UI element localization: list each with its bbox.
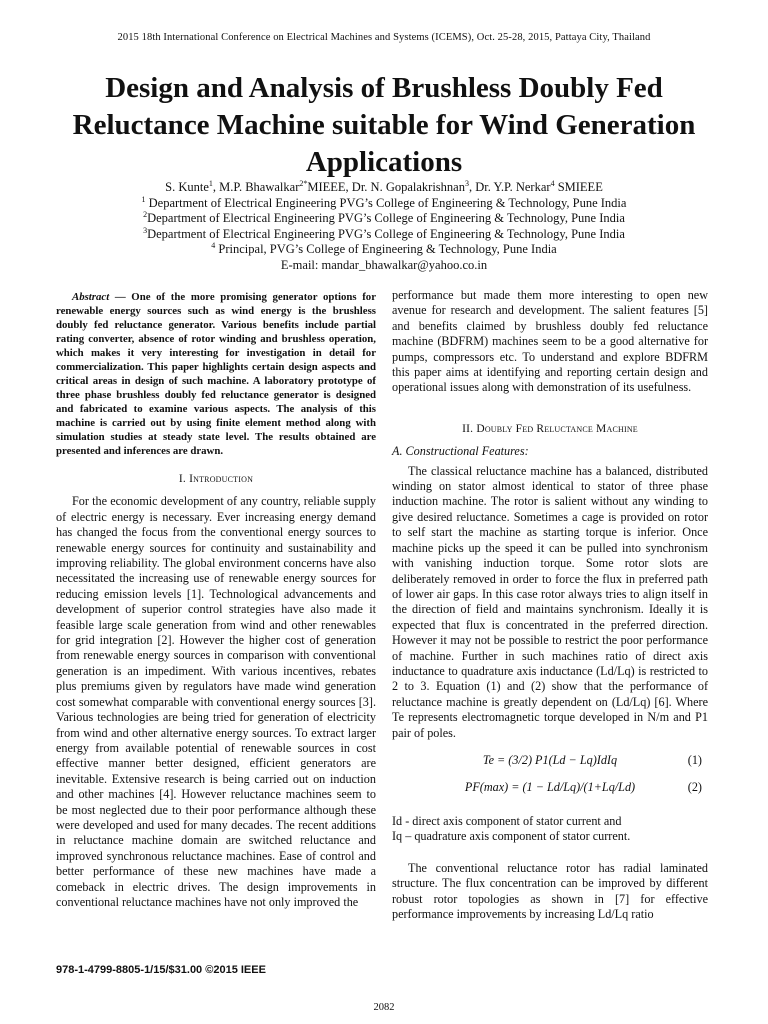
- definition-iq: Iq – quadrature axis component of stator current.: [392, 829, 631, 844]
- conference-header: 2015 18th International Conference on Electrical Machines and Systems (ICEMS), Oct. 25-28, 2015, Pattaya City, Thailand: [117, 32, 651, 43]
- author-email: E-mail: mandar_bhawalkar@yahoo.co.in: [280, 257, 488, 272]
- author-block: [0, 180, 768, 274]
- author-2-sup: 2*: [299, 178, 308, 188]
- section-1-heading: [56, 472, 376, 487]
- page-number: 2082: [373, 1002, 395, 1013]
- introduction-continued: performance but made them more interesting to open new avenue for research and development. The salient features [5] and benefits claimed by brushless doubly fed reluctance machine (BDFRM) machines seem to be a good alternative for pumps, compressors etc. To understand and explore BDFRM this paper aims at identifying and reporting certain design and operational issues along with demonstration of its usefulness.: [392, 288, 708, 395]
- affiliation-4-text: Principal, PVG’s College of Engineering & Technology, Pune India: [215, 242, 557, 257]
- section-1-title: Introduction: [189, 473, 254, 485]
- affiliation-1-sup: 1: [141, 194, 146, 204]
- affiliation-3-sup: 3: [143, 225, 148, 235]
- paper-title: Design and Analysis of Brushless Doubly Fed Reluctance Machine suitable for Wind Generation Applications: [72, 72, 696, 178]
- affiliation-2: [0, 211, 768, 227]
- equation-1-expression: Te = (3/2) P1(Ld − Lq)IdIq: [482, 752, 618, 767]
- author-2-grade: MIEEE, Dr. N. Gopalakrishnan: [307, 180, 465, 194]
- affiliation-3-text: Department of Electrical Engineering PVG’s College of Engineering & Technology, Pune India: [147, 226, 625, 241]
- author-1-sup: 1: [208, 178, 213, 188]
- symbol-definitions: [392, 814, 708, 845]
- affiliation-3: [0, 227, 768, 243]
- affiliation-1: [0, 196, 768, 212]
- author-3-sup: 3: [464, 178, 469, 188]
- affiliation-2-text: Department of Electrical Engineering PVG’s College of Engineering & Technology, Pune India: [147, 211, 625, 226]
- abstract-label: Abstract: [72, 291, 110, 303]
- left-column: [56, 290, 376, 910]
- affiliation-4-sup: 4: [211, 241, 216, 251]
- equation-2-number: (2): [687, 779, 702, 794]
- affiliation-1-text: Department of Electrical Engineering PVG’s College of Engineering & Technology, Pune India: [145, 195, 627, 210]
- equation-1-number: (1): [687, 752, 702, 767]
- equation-2-expression: PF(max) = (1 − Ld/Lq)/(1+Lq/Ld): [464, 779, 636, 794]
- rotor-structure-body: The conventional reluctance rotor has radial laminated structure. The flux concentration can be improved by different robust rotor topologies as shown in [7] for effective performance improvements by increasing Ld/Lq ratio: [392, 860, 708, 921]
- section-1-number: I.: [178, 473, 186, 485]
- affiliation-2-sup: 2: [143, 210, 148, 220]
- author-1-name: S. Kunte: [165, 180, 209, 194]
- definition-id: Id - direct axis component of stator current and: [392, 813, 622, 828]
- abstract: [56, 290, 376, 458]
- section-2-heading: [392, 422, 708, 437]
- abstract-text: — One of the more promising generator options for renewable energy sources such as wind energy is the brushless doubly fed reluctance generator. Various benefits include partial rating converter, absence of rotor winding and brushless operation, which makes it very interesting for investigation in detail for commercialization. This paper highlights certain design aspects and critical areas in design of such machine. A laboratory prototype of three phase brushless doubly fed reluctance generator is designed and fabricated to examine various aspects. The analysis of this machine is carried out by using finite element method along with simulation studies at steady state level. The results obtained are presented and inferences are drawn.: [56, 291, 376, 457]
- author-2-name: , M.P. Bhawalkar: [212, 180, 300, 194]
- author-4-sup: 4: [550, 178, 555, 188]
- subsection-a-heading: A. Constructional Features:: [392, 444, 529, 459]
- author-names: [0, 180, 768, 196]
- equation-1: [392, 753, 708, 775]
- author-4-grade: SMIEEE: [554, 180, 603, 194]
- isbn-copyright: 978-1-4799-8805-1/15/$31.00 ©2015 IEEE: [56, 964, 266, 976]
- affiliation-4: [0, 242, 768, 258]
- section-2-title: Doubly Fed Reluctance Machine: [476, 422, 638, 435]
- section-2-number: II.: [462, 422, 474, 435]
- introduction-body: For the economic development of any country, reliable supply of electric energy is necessary. Ever increasing energy demand has changed the focus from the conventional energy sources to renewable energy sources for continuity and sustainability and improving reliability. The global environment concerns have also necessitated the increasing use of renewable energy sources for reducing emission levels [1]. Technological advancements and development of superior control strategies have also made it feasible large scale generation from wind and other renewables for grid integration [2]. However the higher cost of generation from renewable energy sources in comparison with conventional generation is an impediment. With various incentives, rebates plus premiums given by regulators have made wind generation cost somewhat comparable with conventional energy sources [3]. Various technologies are being tried for generation of electricity from wind and other alternative energy sources. To extract larger energy from available potential of renewable sources in cost effective manner better designed, efficient generators are inevitable. Extensive research is being carried out on induction and other machines [4]. However reluctance machines seem to be most neglected due to their poor performance although these were developed and used for many decades. The recent additions in reluctance machine domain are switched reluctance and improved synchronous reluctance machines. Ease of control and better performance of these new machines have made a comeback in electric drives. The design improvements in conventional reluctance machines have not only improved the: [56, 494, 376, 909]
- right-column: [392, 288, 708, 922]
- constructional-features-body: The classical reluctance machine has a balanced, distributed winding on stator almost identical to stator of three phase induction machine. The rotor is salient without any winding to give desired reluctance. Sometimes a cage is provided on rotor to self start the machine as starting torque is inferior. Once machine picks up the speed it can be pulled into synchronism with vanishing induction torque. Some rotor slots are deliberately removed in order to force the flux in preferred path of lower air gaps. In this case rotor always tries to align itself in the direction of field and maintains synchronism. Ideally it is expected that flux is concentrated in the preferred direction. However it may not be possible to restrict the poor performance of machine. Further in such machines ratio of direct axis inductance to quadrature axis inductance (Ld/Lq) is restricted to 2 to 3. Equation (1) and (2) show that the performance of reluctance machine is greatly dependent on (Ld/Lq) [6]. Where Te represents electromagnetic torque developed in N/m and P1 pair of poles.: [392, 463, 708, 740]
- equation-2: [392, 780, 708, 802]
- author-4-name: , Dr. Y.P. Nerkar: [468, 180, 551, 194]
